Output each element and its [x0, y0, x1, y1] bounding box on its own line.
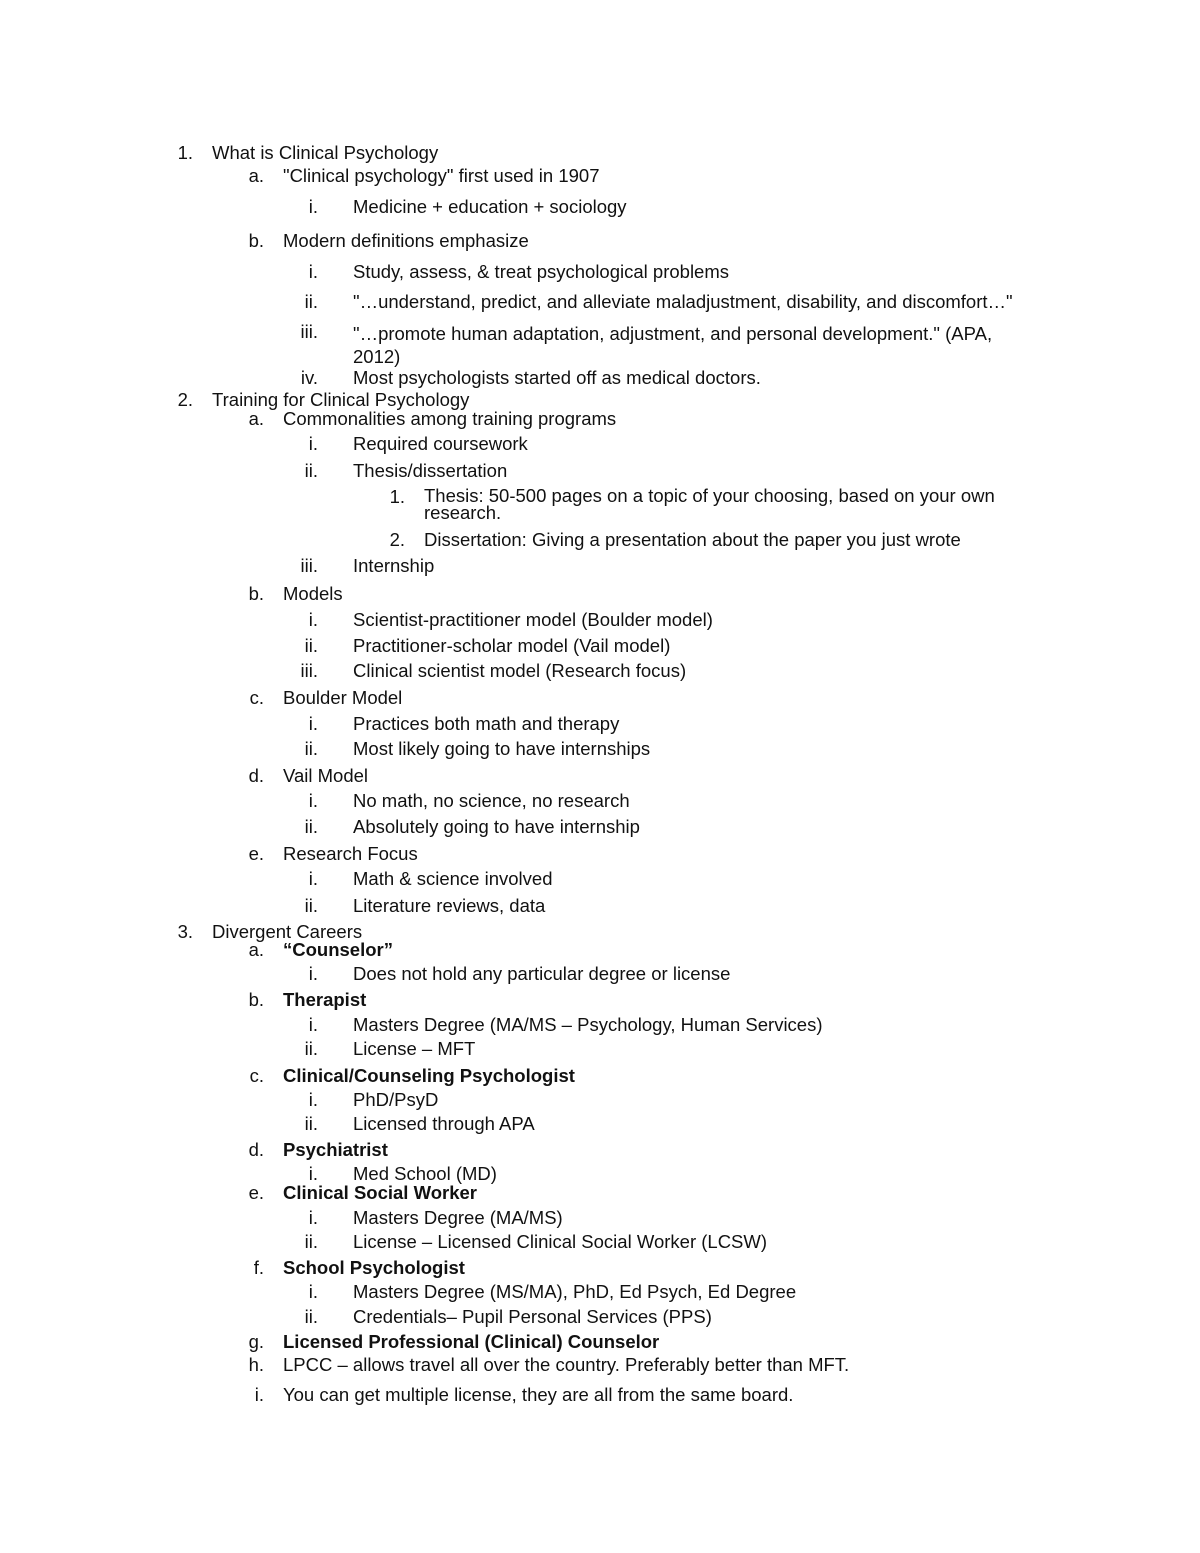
list-item-text: Training for Clinical Psychology — [212, 389, 470, 410]
list-item-text: Masters Degree (MA/MS) — [353, 1207, 563, 1228]
list-item-text: Thesis/dissertation — [353, 460, 508, 481]
list-item-text: Does not hold any particular degree or license — [353, 963, 731, 984]
list-item-text: No math, no science, no research — [353, 790, 630, 811]
list-item-text: Clinical scientist model (Research focus) — [353, 660, 687, 681]
list-item-text: Clinical/Counseling Psychologist — [283, 1065, 575, 1086]
list-item-text: Licensed Professional (Clinical) Counselor — [283, 1331, 660, 1352]
list-marker: i. — [308, 963, 318, 984]
list-item-text: Boulder Model — [283, 687, 403, 708]
list-marker: e. — [248, 843, 264, 864]
list-marker: 1. — [389, 486, 405, 507]
list-marker: ii. — [304, 816, 318, 837]
list-item-text: Credentials– Pupil Personal Services (PPS) — [353, 1306, 712, 1327]
list-marker: iii. — [300, 321, 318, 342]
list-marker: e. — [248, 1182, 264, 1203]
list-marker: b. — [248, 583, 264, 604]
list-marker: ii. — [304, 895, 318, 916]
list-marker: i. — [308, 1163, 318, 1184]
list-item-text: Models — [283, 583, 343, 604]
list-item-text: "…understand, predict, and alleviate maladjustment, disability, and discomfort…" — [353, 291, 1013, 312]
list-marker: iii. — [300, 555, 318, 576]
list-marker: ii. — [304, 1231, 318, 1252]
list-item-text: Commonalities among training programs — [283, 408, 617, 429]
list-marker: ii. — [304, 291, 318, 312]
list-marker: i. — [254, 1384, 264, 1405]
list-marker: 2. — [177, 389, 193, 410]
list-item-text: Literature reviews, data — [353, 895, 546, 916]
list-item-text: Math & science involved — [353, 868, 553, 889]
list-marker: f. — [253, 1257, 264, 1278]
list-item-text: Masters Degree (MS/MA), PhD, Ed Psych, Ed Degree — [353, 1281, 797, 1302]
list-item-text: You can get multiple license, they are all from the same board. — [283, 1384, 794, 1405]
list-item-text: Study, assess, & treat psychological problems — [353, 261, 729, 282]
list-marker: i. — [308, 1089, 318, 1110]
list-item-text: "Clinical psychology" first used in 1907 — [283, 165, 600, 186]
list-marker: c. — [249, 1065, 264, 1086]
list-marker: i. — [308, 433, 318, 454]
list-marker: i. — [308, 196, 318, 217]
list-marker: b. — [248, 230, 264, 251]
list-item-text: School Psychologist — [283, 1257, 465, 1278]
list-item-text: Practitioner-scholar model (Vail model) — [353, 635, 671, 656]
list-marker: 3. — [177, 921, 193, 942]
list-item-text: Medicine + education + sociology — [353, 196, 627, 217]
list-marker: ii. — [304, 460, 318, 481]
list-item-text: LPCC – allows travel all over the country. Preferably better than MFT. — [283, 1354, 850, 1375]
list-marker: i. — [308, 790, 318, 811]
list-marker: g. — [248, 1331, 264, 1352]
list-item-text: Dissertation: Giving a presentation about the paper you just wrote — [424, 529, 961, 550]
list-marker: d. — [248, 1139, 264, 1160]
list-item-text: Therapist — [283, 989, 367, 1010]
list-item-text: Clinical Social Worker — [283, 1182, 477, 1203]
list-item-text: Masters Degree (MA/MS – Psychology, Human Services) — [353, 1014, 823, 1035]
list-marker: c. — [249, 687, 264, 708]
list-marker: ii. — [304, 635, 318, 656]
list-item-text: PhD/PsyD — [353, 1089, 439, 1110]
list-marker: ii. — [304, 1306, 318, 1327]
list-marker: iii. — [300, 660, 318, 681]
list-item-text: What is Clinical Psychology — [212, 142, 439, 163]
list-marker: i. — [308, 713, 318, 734]
list-marker: 2. — [389, 529, 405, 550]
list-marker: i. — [308, 1281, 318, 1302]
list-item-text: Licensed through APA — [353, 1113, 535, 1134]
list-item-text: Psychiatrist — [283, 1139, 388, 1160]
list-marker: i. — [308, 1014, 318, 1035]
list-marker: a. — [248, 408, 264, 429]
list-marker: i. — [308, 261, 318, 282]
list-marker: b. — [248, 989, 264, 1010]
list-item-text: Most psychologists started off as medical doctors. — [353, 367, 761, 388]
list-item-text: Absolutely going to have internship — [353, 816, 640, 837]
list-marker: i. — [308, 609, 318, 630]
list-item-text: Med School (MD) — [353, 1163, 497, 1184]
list-item-text: Divergent Careers — [212, 921, 363, 942]
list-item-text: Internship — [353, 555, 435, 576]
list-marker: d. — [248, 765, 264, 786]
list-item-text: Required coursework — [353, 433, 528, 454]
list-marker: h. — [248, 1354, 264, 1375]
list-marker: ii. — [304, 1113, 318, 1134]
list-item-text: Thesis: 50-500 pages on a topic of your choosing, based on your own research. — [424, 485, 995, 523]
list-item-text: Modern definitions emphasize — [283, 230, 529, 251]
list-marker: 1. — [177, 142, 193, 163]
list-item-text: Research Focus — [283, 843, 418, 864]
list-marker: ii. — [304, 1038, 318, 1059]
list-marker: a. — [248, 939, 264, 960]
list-item-text: Practices both math and therapy — [353, 713, 620, 734]
list-marker: a. — [248, 165, 264, 186]
list-item-text: License – Licensed Clinical Social Worker (LCSW) — [353, 1231, 768, 1252]
list-marker: i. — [308, 1207, 318, 1228]
list-item-text: Most likely going to have internships — [353, 738, 651, 759]
list-marker: iv. — [300, 367, 318, 388]
list-marker: i. — [308, 868, 318, 889]
list-marker: ii. — [304, 738, 318, 759]
list-item-text: License – MFT — [353, 1038, 476, 1059]
list-item-text: "…promote human adaptation, adjustment, and personal development." (APA, 2012) — [353, 323, 993, 367]
list-item-text: Scientist-practitioner model (Boulder model) — [353, 609, 713, 630]
list-item-text: Vail Model — [283, 765, 369, 786]
list-item-text: “Counselor” — [283, 939, 393, 960]
